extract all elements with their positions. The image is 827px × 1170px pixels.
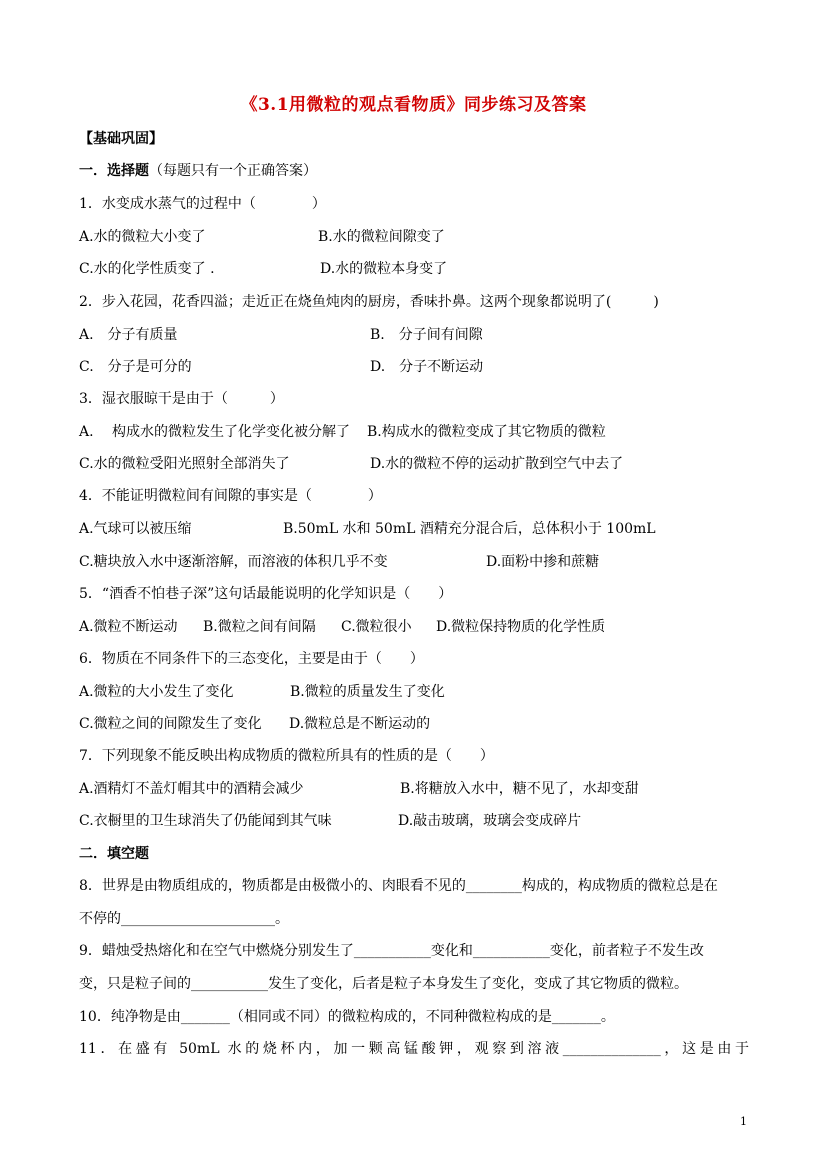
q7-option-a: A.酒精灯不盖灯帽其中的酒精会减少 <box>79 781 304 797</box>
q4-option-d: D.面粉中掺和蔗糖 <box>486 554 600 570</box>
part1-heading-bold: 一．选择题 <box>79 163 149 179</box>
question-stem-7: 7．下列现象不能反映出构成物质的微粒所具有的性质的是（ ） <box>79 748 494 764</box>
question-stem-4: 4．不能证明微粒间有间隙的事实是（ ） <box>79 488 382 504</box>
q3-option-b: B.构成水的微粒变成了其它物质的微粒 <box>367 424 606 440</box>
q5-option-d: D.微粒保持物质的化学性质 <box>436 619 606 635</box>
part1-heading-note: （每题只有一个正确答案） <box>149 163 317 179</box>
q1-option-c: C.水的化学性质变了 . <box>79 261 215 277</box>
part2-heading: 二．填空题 <box>79 846 149 862</box>
q1-option-a: A.水的微粒大小变了 <box>79 229 206 245</box>
question-stem-5: 5．“酒香不怕巷子深”这句话最能说明的化学知识是（ ） <box>79 586 453 602</box>
q1-option-b: B.水的微粒间隙变了 <box>318 229 445 245</box>
fill-q8-line2: 不停的______________________。 <box>79 911 289 927</box>
question-stem-2: 2．步入花园，花香四溢；走近正在烧鱼炖肉的厨房，香味扑鼻。这两个现象都说明了( ) <box>79 294 659 310</box>
fill-q9-line1: 9．蜡烛受热熔化和在空气中燃烧分别发生了___________变化和___________变化，前者粒子不发生改 <box>79 943 704 959</box>
question-stem-3: 3．湿衣服晾干是由于（ ） <box>79 391 284 407</box>
q7-option-d: D.敲击玻璃，玻璃会变成碎片 <box>398 813 582 829</box>
q5-option-c: C.微粒很小 <box>341 619 412 635</box>
fill-q9-line2: 变，只是粒子间的___________发生了变化，后者是粒子本身发生了变化，变成了其它物质的微粒。 <box>79 976 688 992</box>
q1-option-d: D.水的微粒本身变了 <box>320 261 448 277</box>
document-title: 《3.1用微粒的观点看物质》同步练习及答案 <box>240 95 587 115</box>
q3-option-d: D.水的微粒不停的运动扩散到空气中去了 <box>370 456 624 472</box>
q6-option-c: C.微粒之间的间隙发生了变化 <box>79 716 262 732</box>
q4-option-b: B.50mL 水和 50mL 酒精充分混合后，总体积小于 100mL <box>283 521 656 537</box>
fill-q10: 10．纯净物是由_______（相同或不同）的微粒构成的，不同种微粒构成的是_______。 <box>79 1009 615 1025</box>
question-stem-6: 6．物质在不同条件下的三态变化，主要是由于（ ） <box>79 651 424 667</box>
part1-heading <box>79 162 317 180</box>
section-basic-heading: 【基础巩固】 <box>79 131 163 147</box>
q6-option-a: A.微粒的大小发生了变化 <box>79 684 234 700</box>
question-stem-1: 1．水变成水蒸气的过程中（ ） <box>79 196 326 212</box>
q3-option-c: C.水的微粒受阳光照射全部消失了 <box>79 456 290 472</box>
q4-option-a: A.气球可以被压缩 <box>79 521 192 537</box>
q6-option-b: B.微粒的质量发生了变化 <box>290 684 445 700</box>
q2-option-b: B. 分子间有间隙 <box>370 327 483 343</box>
q2-option-a: A. 分子有质量 <box>79 327 178 343</box>
q4-option-c: C.糖块放入水中逐渐溶解，而溶液的体积几乎不变 <box>79 554 388 570</box>
q3-option-a: A. 构成水的微粒发生了化学变化被分解了 <box>79 424 351 440</box>
q5-option-b: B.微粒之间有间隔 <box>203 619 316 635</box>
page-number: 1 <box>740 1115 747 1128</box>
q2-option-d: D. 分子不断运动 <box>370 359 484 375</box>
fill-q8-line1: 8．世界是由物质组成的，物质都是由极微小的、肉眼看不见的________构成的，构成物质的微粒总是在 <box>79 878 718 894</box>
q5-option-a: A.微粒不断运动 <box>79 619 178 635</box>
q2-option-c: C. 分子是可分的 <box>79 359 192 375</box>
q7-option-c: C.衣橱里的卫生球消失了仍能闻到其气味 <box>79 813 332 829</box>
q6-option-d: D.微粒总是不断运动的 <box>289 716 431 732</box>
fill-q11: 11．在盛有 50mL 水的烧杯内，加一颗高锰酸钾，观察到溶液______________，这是由于 <box>79 1041 749 1057</box>
q7-option-b: B.将糖放入水中，糖不见了，水却变甜 <box>400 781 639 797</box>
